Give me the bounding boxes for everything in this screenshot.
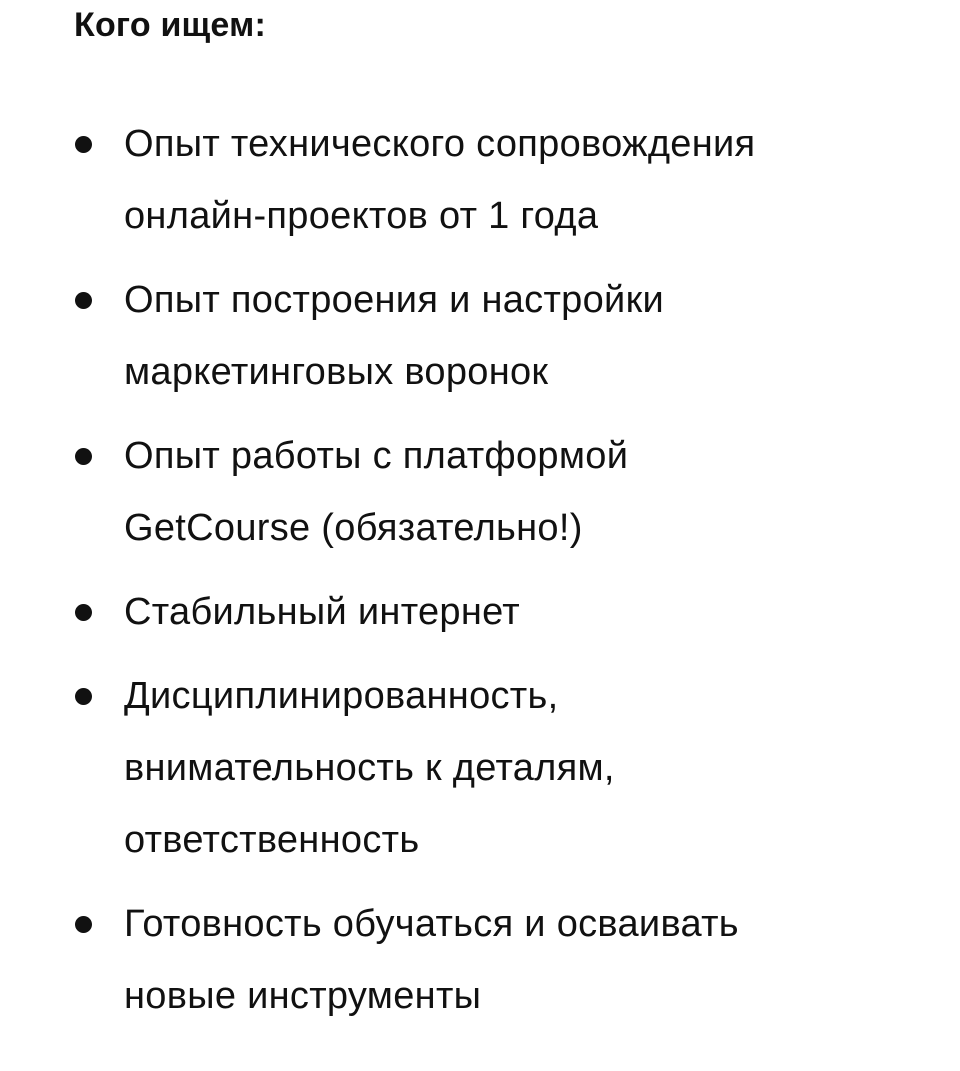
list-item-text: Дисциплинированность, внимательность к деталям, ответственность [124,675,615,861]
list-item-text: Опыт работы с платформой GetCourse (обязательно!) [124,435,629,549]
bullet-icon [75,604,92,621]
bullet-icon [75,136,92,153]
list-item-text: Опыт технического сопровождения онлайн-проектов от 1 года [124,123,756,237]
list-item-text: Готовность обучаться и осваивать новые инструменты [124,903,739,1017]
list-item-text: Опыт построения и настройки маркетинговых воронок [124,279,665,393]
bullet-icon [75,292,92,309]
section-heading: Кого ищем: [74,6,266,44]
bullet-icon [75,448,92,465]
list-item-text: Стабильный интернет [124,591,521,633]
bullet-icon [75,916,92,933]
bullet-icon [75,688,92,705]
